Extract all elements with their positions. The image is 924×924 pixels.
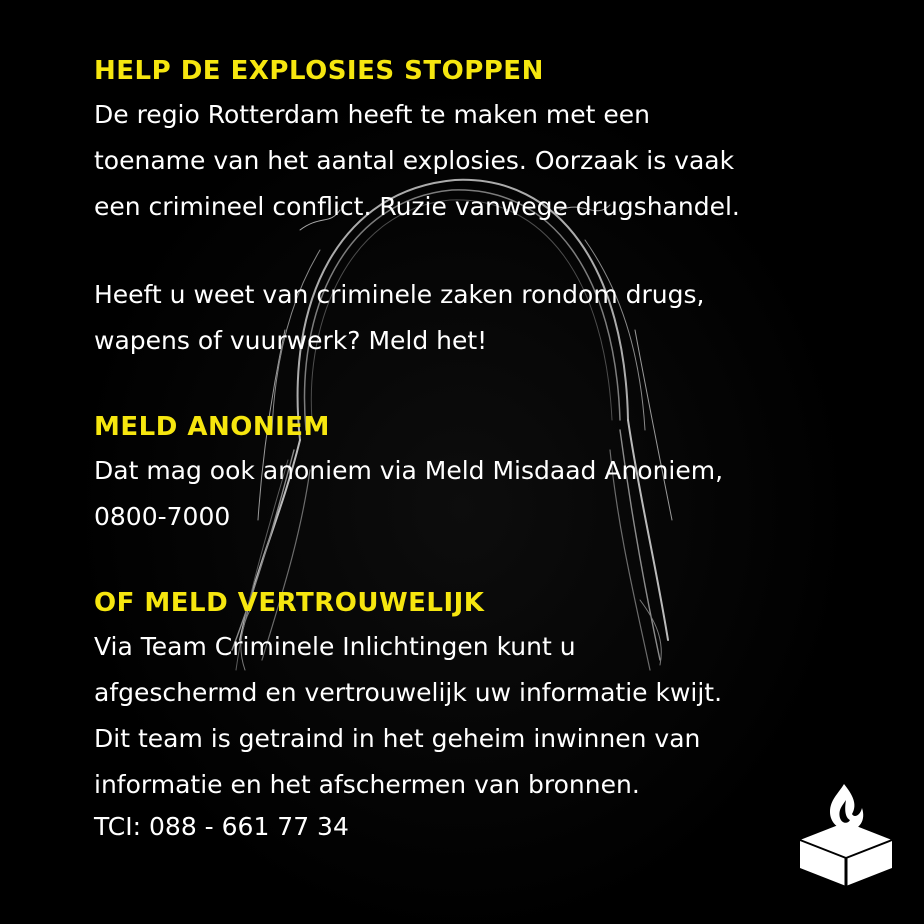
anonymous-line-1: Dat mag ook anoniem via Meld Misdaad Anoniem, [94,456,724,485]
heading-report-confidential: OF MELD VERTROUWELIJK [94,588,485,618]
heading-help-stop-explosions: HELP DE EXPLOSIES STOPPEN [94,56,544,86]
question-line-2: wapens of vuurwerk? Meld het! [94,326,488,355]
help-line-1: De regio Rotterdam heeft te maken met een [94,100,650,129]
police-flame-logo-icon [790,778,902,890]
confidential-line-3: Dit team is getraind in het geheim inwinnen van [94,724,701,753]
tci-phone: TCI: 088 - 661 77 34 [94,812,349,841]
help-line-3: een crimineel conflict. Ruzie vanwege drugshandel. [94,192,740,221]
confidential-line-4: informatie en het afschermen van bronnen. [94,770,640,799]
question-line-1: Heeft u weet van criminele zaken rondom drugs, [94,280,705,309]
help-line-2: toename van het aantal explosies. Oorzaak is vaak [94,146,735,175]
confidential-line-2: afgeschermd en vertrouwelijk uw informatie kwijt. [94,678,723,707]
anonymous-phone: 0800-7000 [94,502,231,531]
confidential-line-1: Via Team Criminele Inlichtingen kunt u [94,632,576,661]
heading-report-anonymous: MELD ANONIEM [94,412,330,442]
